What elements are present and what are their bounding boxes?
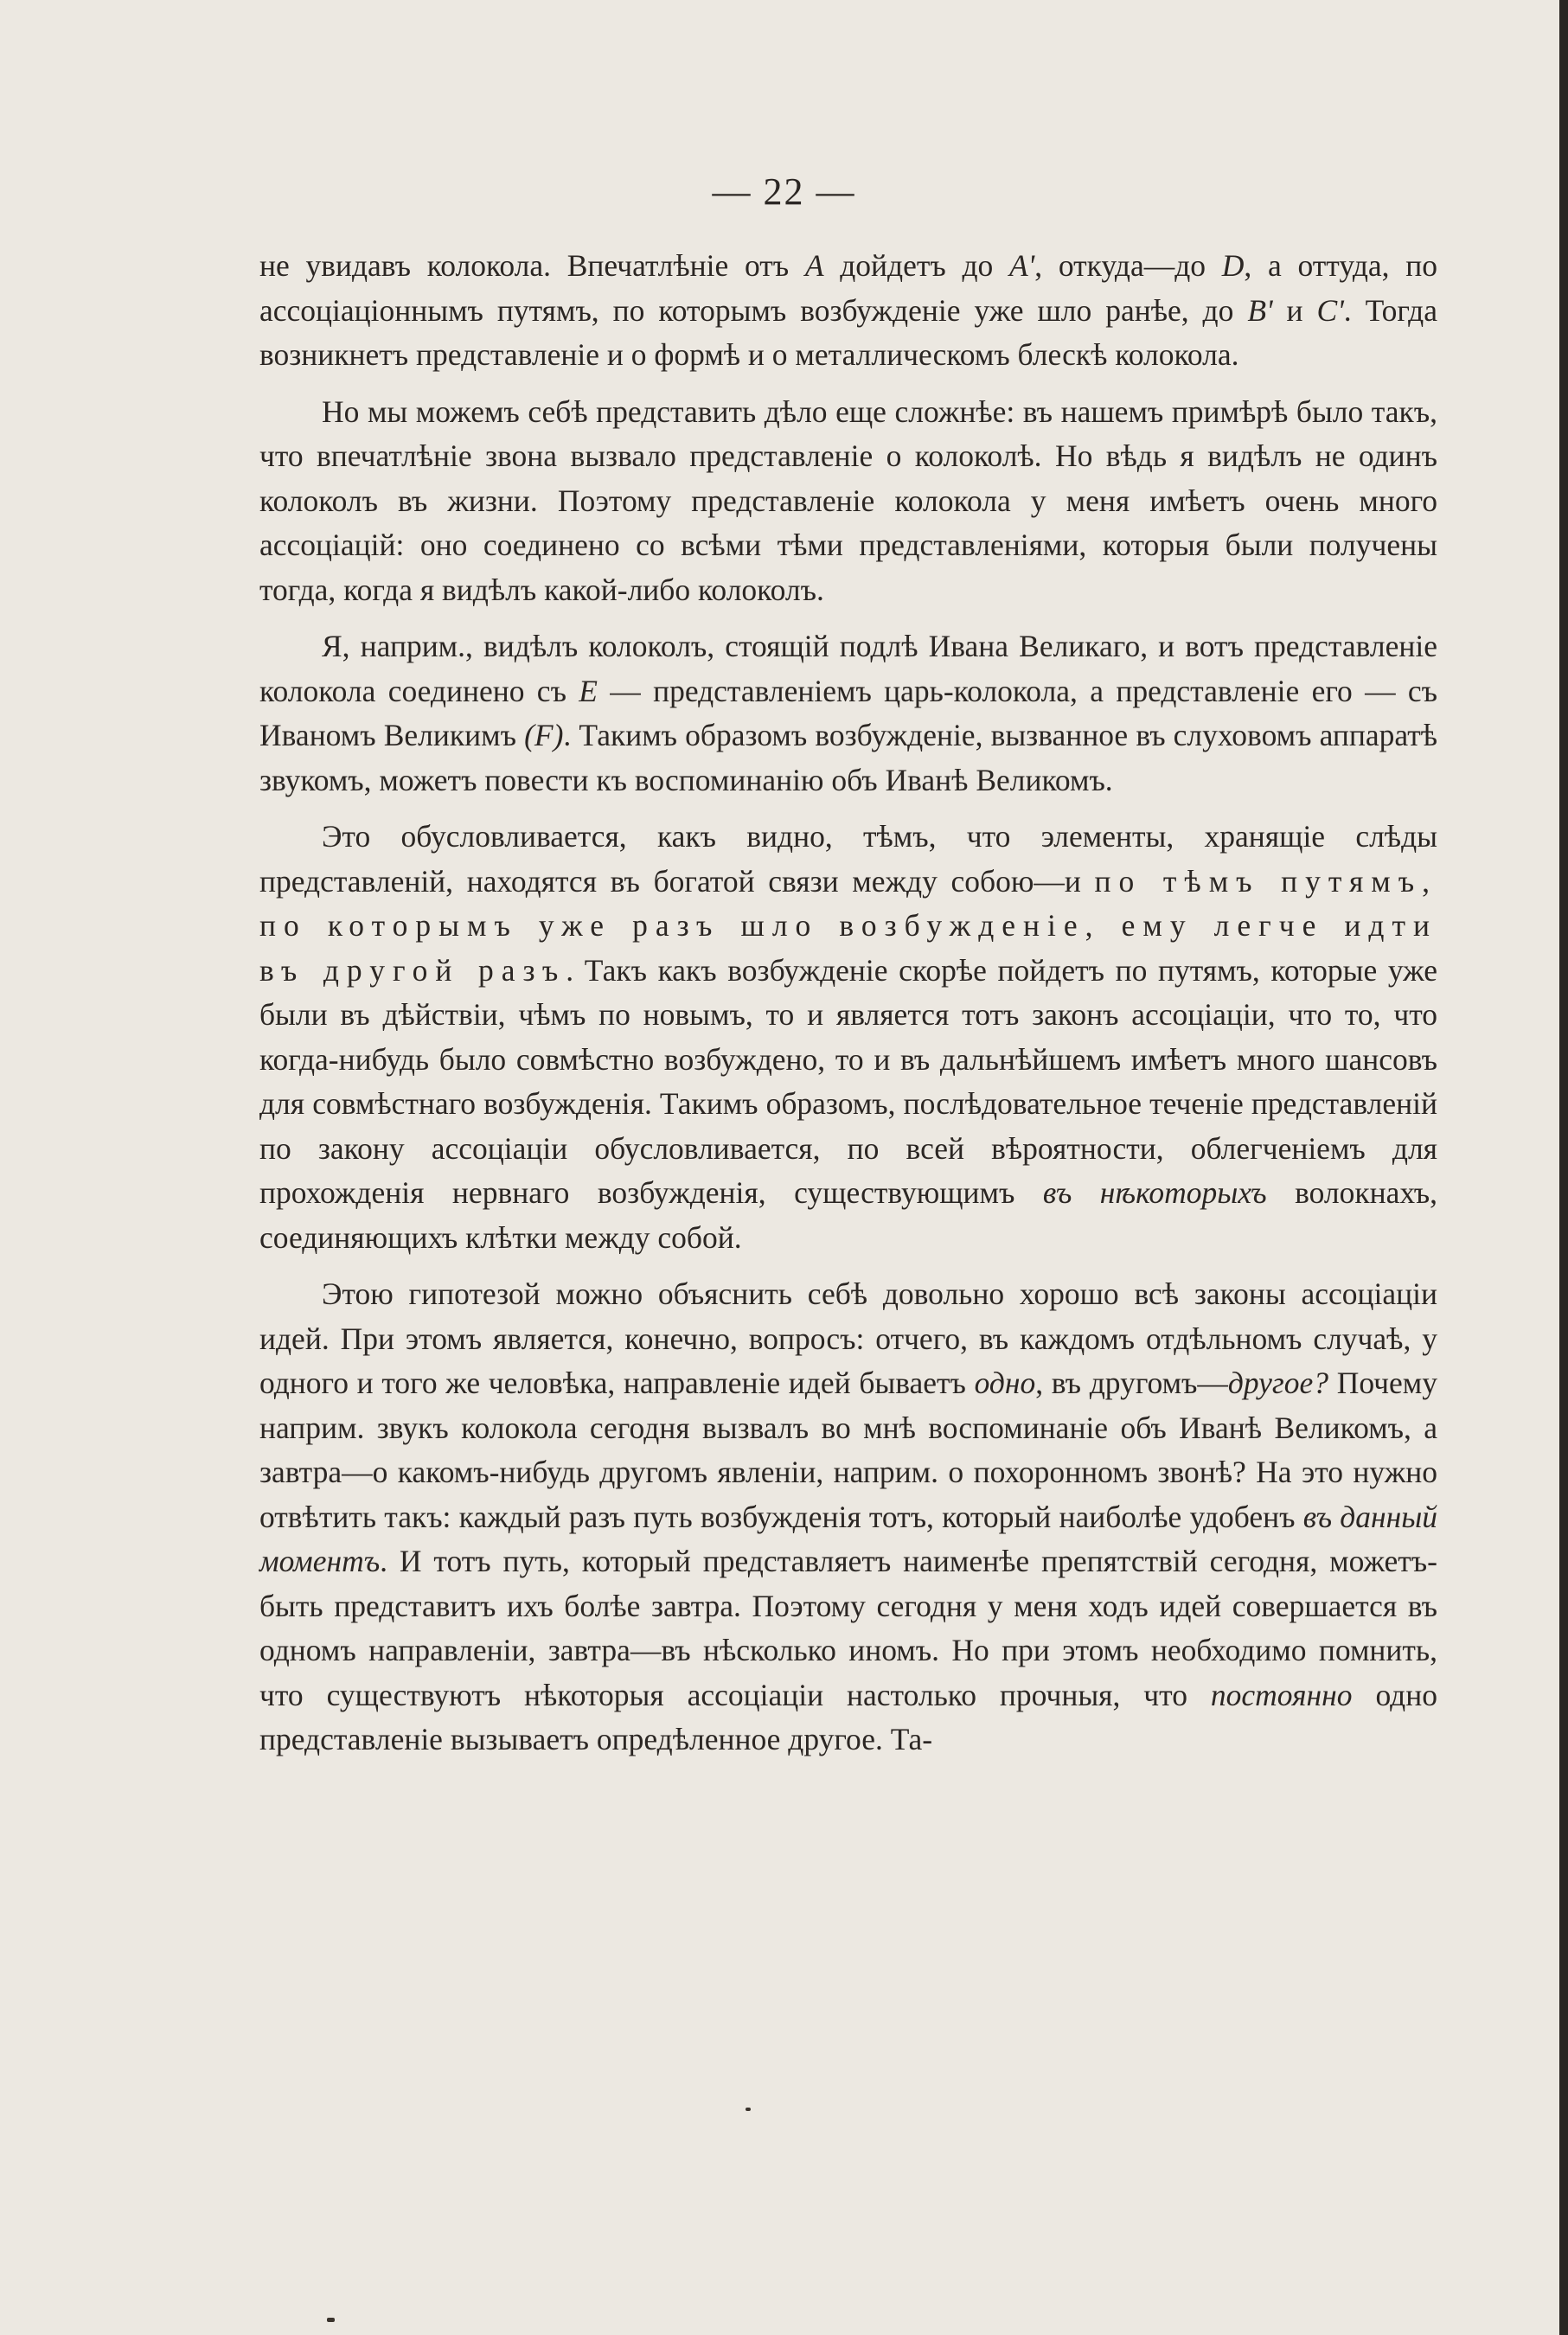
body-text bbox=[259, 244, 1437, 1762]
italic-text: другое? bbox=[1227, 1366, 1328, 1400]
spaced-text: по тѣмъ путямъ, по которымъ уже разъ шло возбужденіе, ему легче идти въ другой разъ bbox=[259, 863, 1437, 988]
text-run: Но мы можемъ себѣ представить дѣло еще сложнѣе: въ нашемъ примѣрѣ было такъ, что впечатлѣніе звона вызвало представленіе о колоколѣ. Но вѣдь я видѣлъ не одинъ колоколъ въ жизни. Поэтому представленіе колокола у меня имѣетъ очень много ассоціацій: оно соединено со всѣми тѣми представленіями, которыя были получены тогда, когда я видѣлъ какой-либо колоколъ. bbox=[259, 393, 1437, 607]
paragraph-5 bbox=[259, 1272, 1437, 1762]
text-run: дойдетъ до bbox=[823, 248, 1009, 283]
italic-text: постоянно bbox=[1210, 1677, 1353, 1712]
text-run: и bbox=[1272, 292, 1317, 328]
paragraph-1 bbox=[259, 244, 1437, 378]
italic-text: въ нѣкоторыхъ bbox=[1042, 1175, 1267, 1210]
text-run: . Такъ какъ возбужденіе скорѣе пойдетъ по путямъ, которые уже были въ дѣйствіи, чѣмъ по новымъ, то и является тотъ законъ ассоціаціи, что то, что когда-нибудь было совмѣстно возбуждено, то и въ дальнѣйшемъ имѣетъ много шансовъ для совмѣстнаго возбужденія. Такимъ образомъ, послѣдовательное теченіе представленій по закону ассоціаціи обусловливается, по всей вѣроятности, облегченіемъ для прохожденія нервнаго возбужденія, существующимъ bbox=[259, 952, 1437, 1210]
italic-text: въ данный моментъ bbox=[259, 1499, 1438, 1578]
text-run: , а оттуда, по ассоціаціоннымъ путямъ, по которымъ возбужденіе уже шло ранѣе, до bbox=[259, 248, 1438, 328]
italic-text: C' bbox=[1316, 292, 1344, 328]
paragraph-2 bbox=[259, 390, 1437, 613]
text-run: , откуда—до bbox=[1034, 248, 1222, 283]
page-number: — 22 — bbox=[712, 170, 856, 213]
italic-text: (F) bbox=[524, 718, 564, 752]
text-run: не увидавъ колокола. Впечатлѣніе отъ bbox=[259, 248, 805, 283]
text-run: волокнахъ, соединяющихъ клѣтки между собой. bbox=[259, 1175, 1437, 1255]
text-run: . Тогда возникнетъ представленіе и о формѣ и о металлическомъ блескѣ колокола. bbox=[259, 292, 1437, 372]
italic-text: одно bbox=[974, 1366, 1036, 1400]
text-run: Это обусловливается, какъ видно, тѣмъ, что элементы, хранящіе слѣды представленій, находятся въ богатой связи между собою—и bbox=[259, 819, 1437, 899]
italic-text: B' bbox=[1247, 292, 1273, 328]
italic-text: E bbox=[579, 673, 598, 708]
italic-text: A' bbox=[1009, 248, 1035, 283]
text-run: Я, наприм., видѣлъ колоколъ, стоящій подлѣ Ивана Великаго, и вотъ представленіе колокола соединено съ bbox=[259, 629, 1437, 708]
ink-speck bbox=[746, 2108, 751, 2111]
paragraph-4 bbox=[259, 815, 1437, 1260]
italic-text: D bbox=[1221, 248, 1245, 283]
text-run: Почему наприм. звукъ колокола сегодня вызвалъ во мнѣ воспоминаніе объ Иванѣ Великомъ, а завтра—о какомъ-нибудь другомъ явленіи, наприм. о похоронномъ звонѣ? На это нужно отвѣтить такъ: каждый разъ путь возбужденія тотъ, который наиболѣе удобенъ bbox=[259, 1366, 1437, 1534]
italic-text: A bbox=[804, 248, 824, 283]
text-run: . Такимъ образомъ возбужденіе, вызванное въ слуховомъ аппаратѣ звукомъ, можетъ повести къ воспоминанію объ Иванѣ Великомъ. bbox=[259, 718, 1438, 797]
page-edge bbox=[1559, 0, 1568, 2335]
text-run: , въ другомъ— bbox=[1035, 1366, 1228, 1400]
text-run: Этою гипотезой можно объяснить себѣ довольно хорошо всѣ законы ассоціаціи идей. При этомъ является, конечно, вопросъ: отчего, въ каждомъ отдѣльномъ случаѣ, у одного и того же человѣка, направленіе идей бываетъ bbox=[259, 1276, 1437, 1400]
paragraph-3 bbox=[259, 624, 1437, 803]
ink-speck bbox=[327, 2318, 335, 2322]
text-run: . И тотъ путь, который представляетъ наименѣе препятствій сегодня, можетъ-быть представитъ ихъ болѣе завтра. Поэтому сегодня у меня ходъ идей совершается въ одномъ направленіи, завтра—въ нѣсколько иномъ. Но при этомъ необходимо помнить, что существуютъ нѣкоторыя ассоціаціи настолько прочныя, что bbox=[259, 1544, 1437, 1712]
text-run: одно представленіе вызываетъ опредѣленное другое. Та- bbox=[259, 1677, 1437, 1756]
text-run: — представленіемъ царь-колокола, а представленіе его — съ Иваномъ Великимъ bbox=[259, 673, 1438, 752]
